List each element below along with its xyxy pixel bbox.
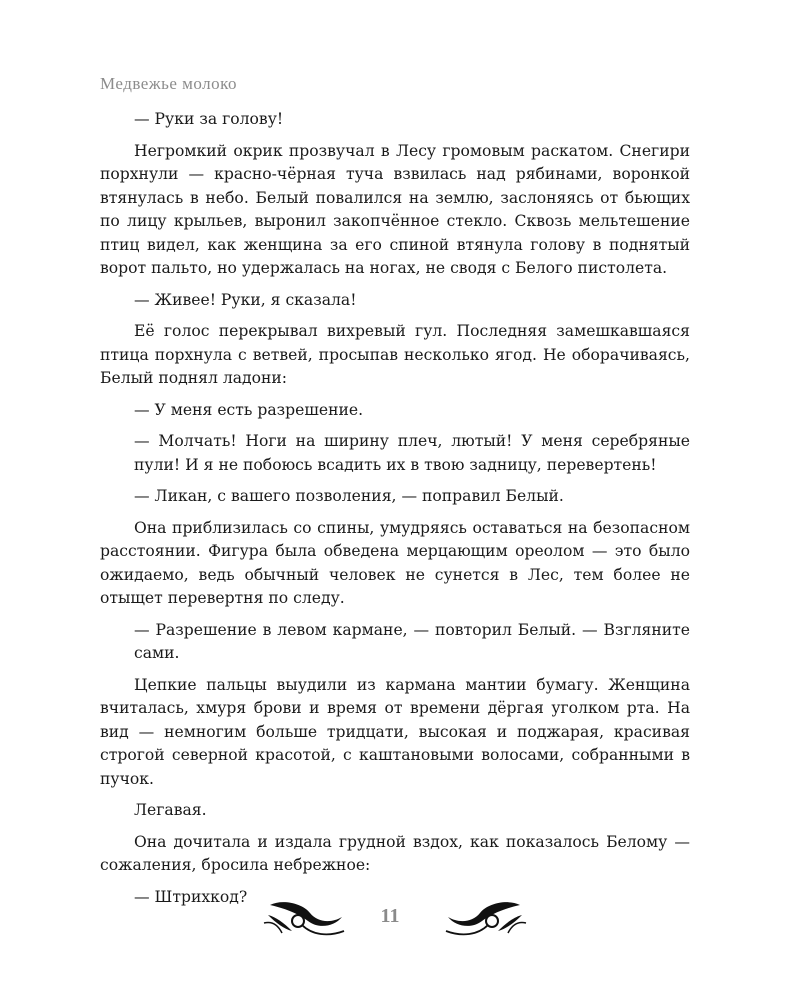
paragraph: — Ликан, с вашего позволения, — поправил Белый.	[134, 487, 564, 505]
paragraph: — Разрешение в левом кармане, — повторил Белый. — Взгляните сами.	[134, 620, 690, 662]
right-ornament-icon	[443, 893, 528, 943]
paragraph: — У меня есть разрешение.	[134, 400, 364, 419]
paragraph: Она дочитала и издала грудной вздох, как показалось Белому — сожаления, бросила небрежное:	[100, 832, 690, 874]
paragraph: Легавая.	[134, 801, 207, 819]
page-footer	[0, 893, 800, 943]
paragraph: Цепкие пальцы выудили из кармана мантии бумагу. Женщина вчиталась, хмуря брови и время от времени дёргая уголком рта. На вид — немногим больше тридцати, высокая и поджарая, красивая строгой северной красотой, с каштановыми волосами, собранными в пучок.	[100, 675, 690, 788]
paragraph: Негромкий окрик прозвучал в Лесу громовым раскатом. Снегири порхнули — красно-чёрная туча взвилась над рябинами, воронкой втянулась в небо. Белый повалился на землю, заслоняясь от бьющих по лицу крыльев, выронил закопчённое стекло. Сквозь мельтешение птиц видел, как женщина за его спиной втянула голову в поднятый ворот пальто, но удержалась на ногах, не сводя с Белого пистолета.	[100, 141, 690, 277]
left-ornament-icon	[262, 893, 347, 943]
paragraph: — Штрихкод?	[134, 887, 248, 906]
running-title: Медвежье молоко	[100, 74, 238, 93]
paragraph: — Молчать! Ноги на ширину плеч, лютый! У меня серебряные пули! И я не побоюсь всадить их в твою задницу, перевертень!	[134, 432, 690, 474]
page-number: 11	[380, 905, 400, 927]
paragraph: — Живее! Руки, я сказала!	[134, 290, 357, 309]
paragraph: Её голос перекрывал вихревый гул. Последняя замешкавшаяся птица порхнула с ветвей, просыпав несколько ягод. Не оборачиваясь, Белый поднял ладони:	[100, 322, 690, 387]
paragraph: — Руки за голову!	[134, 110, 284, 128]
paragraph: Она приблизилась со спины, умудряясь оставаться на безопасном расстоянии. Фигура была обведена мерцающим ореолом — это было ожидаемо, ведь обычный человек не сунется в Лес, тем более не отыщет перевертня по следу.	[100, 518, 690, 607]
body-text	[100, 108, 690, 917]
